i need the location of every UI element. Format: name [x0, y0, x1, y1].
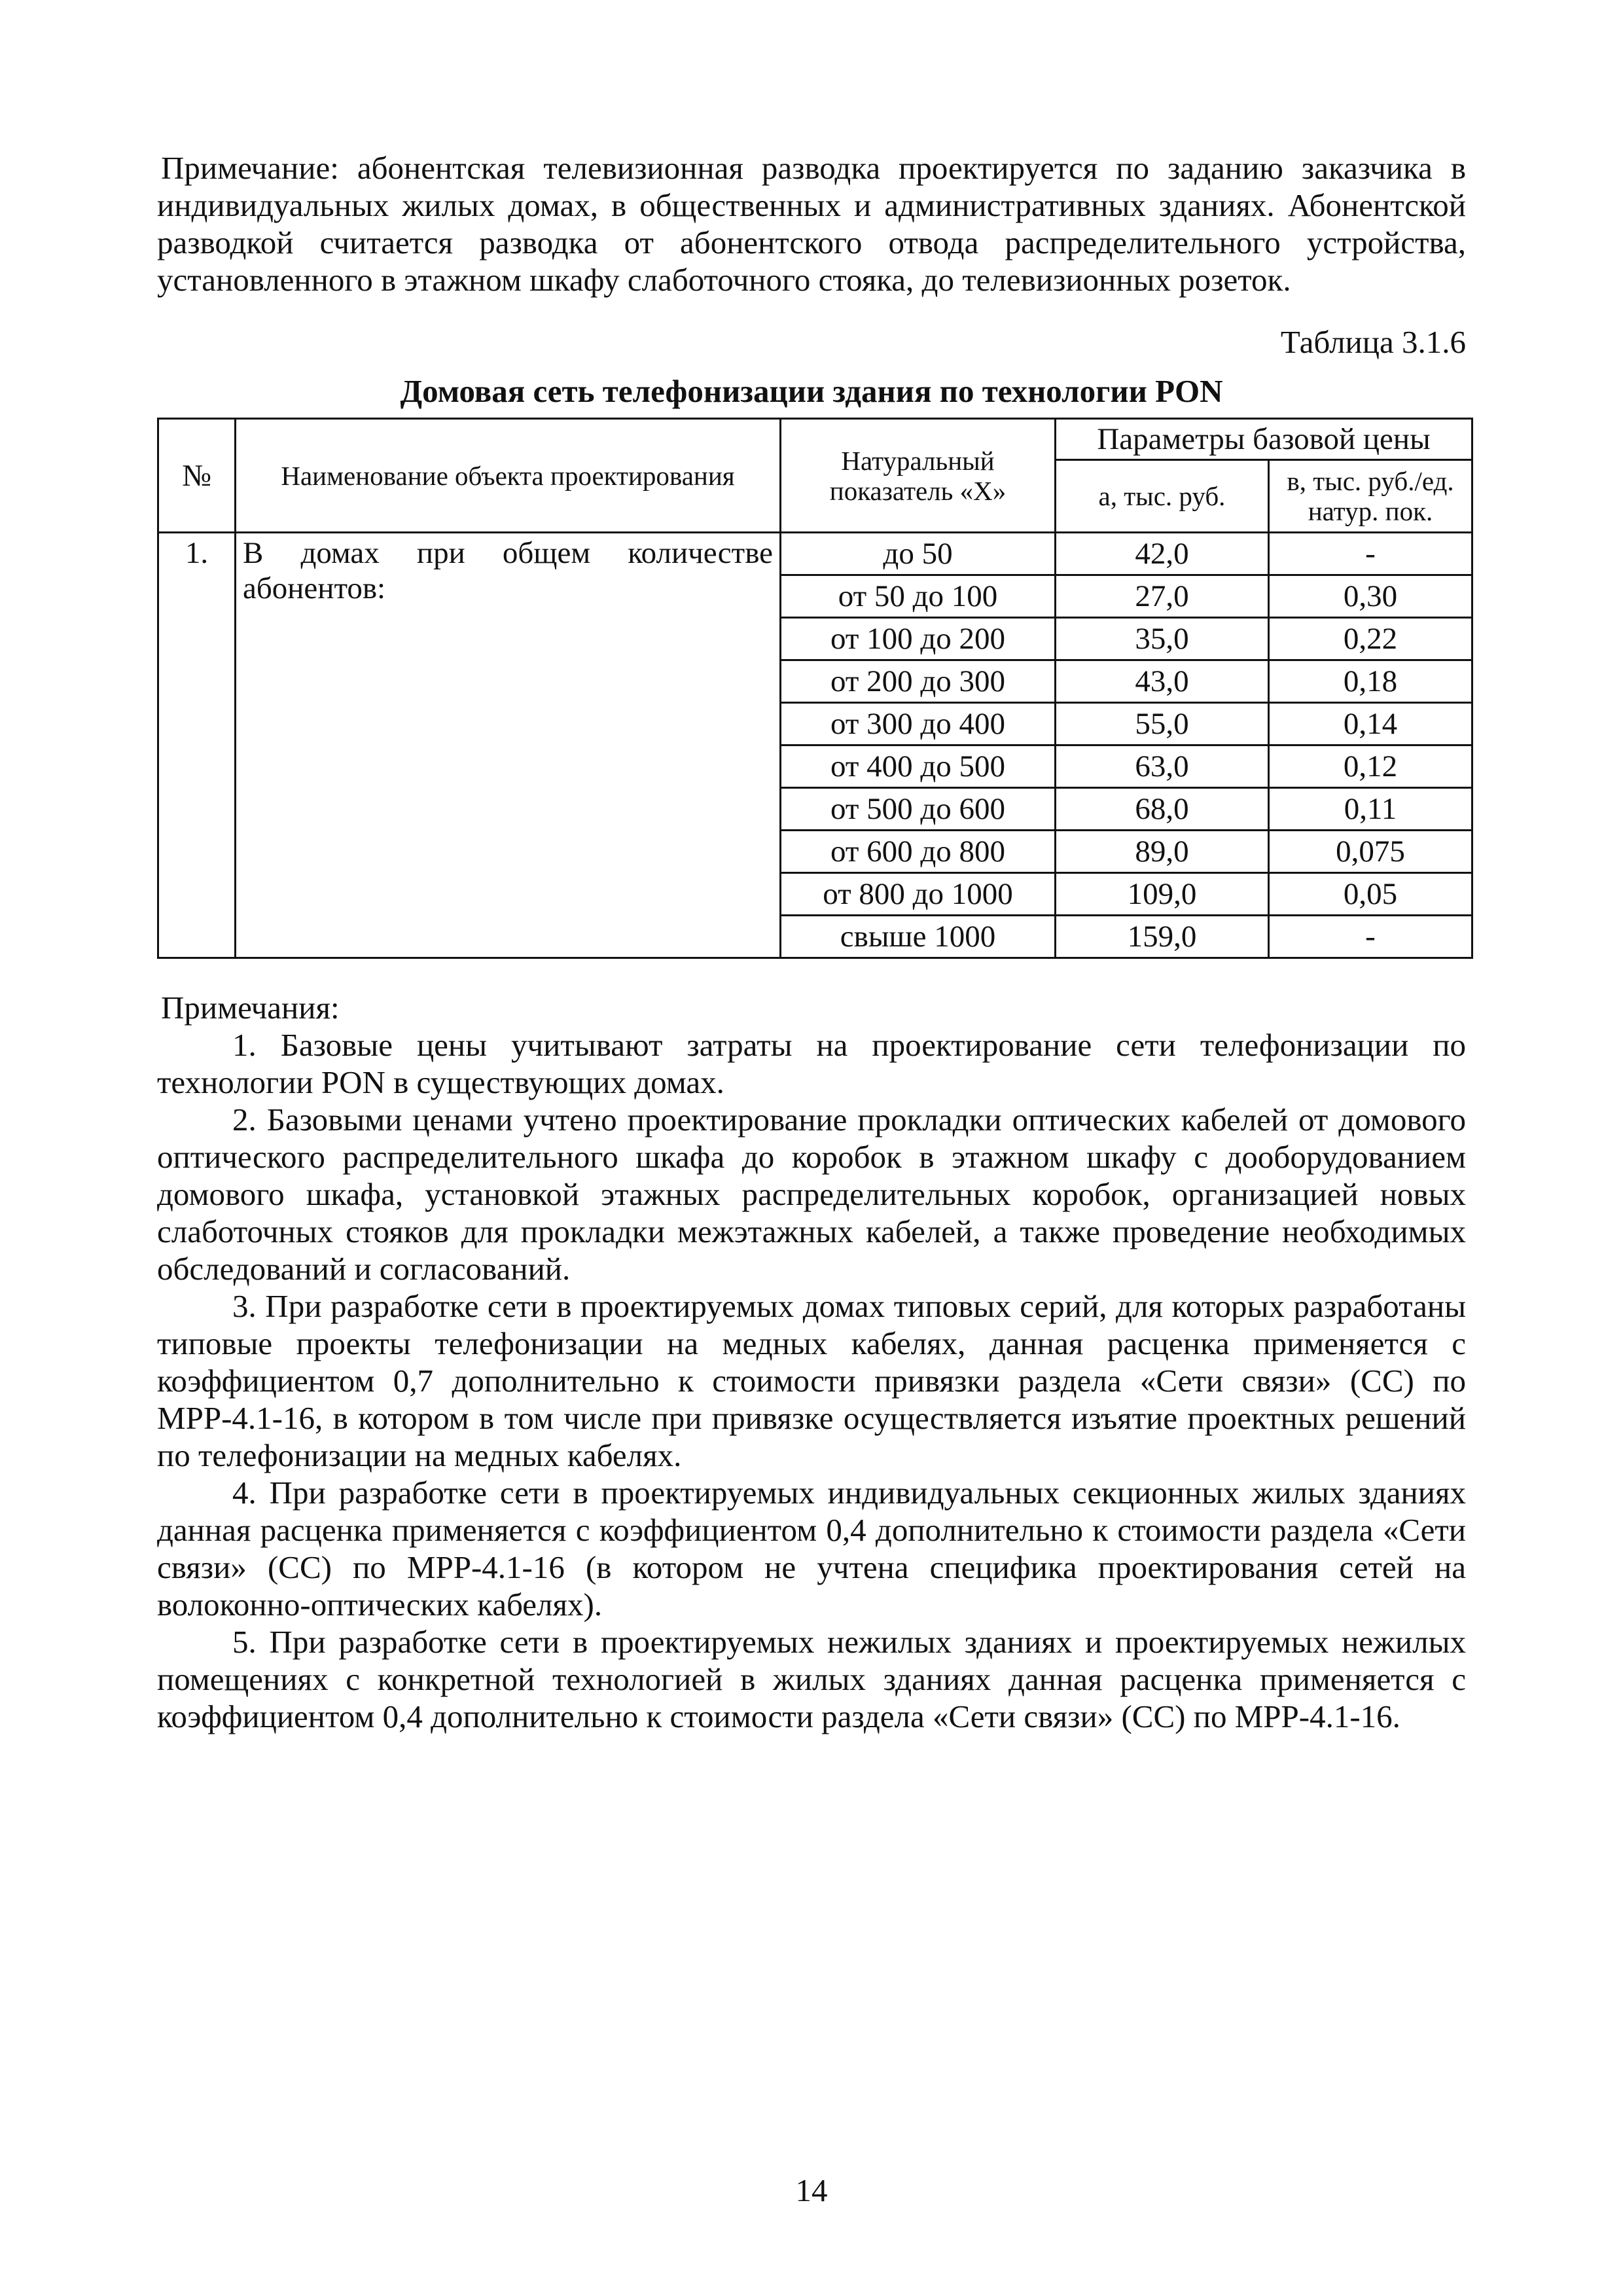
price-b-cell: 0,05	[1269, 873, 1472, 916]
price-a-cell: 63,0	[1056, 745, 1269, 788]
note-item: 4. При разработке сети в проектируемых индивидуальных секционных жилых зданиях данная расценка применяется с коэффициентом 0,4 дополнительно к стоимости раздела «Сети связи» (СС) по МРР-4.1-16 (в котором не учтена специфика проектирования сетей на волоконно-оптических кабелях).	[157, 1475, 1466, 1623]
table-body	[158, 533, 1472, 958]
indicator-cell: от 200 до 300	[781, 660, 1056, 703]
note-item: 1. Базовые цены учитывают затраты на проектирование сети телефонизации по технологии PON в существующих домах.	[157, 1027, 1466, 1100]
price-a-cell: 109,0	[1056, 873, 1269, 916]
price-table	[157, 418, 1473, 959]
price-a-cell: 43,0	[1056, 660, 1269, 703]
header-b: в, тыс. руб./ед. натур. пок.	[1269, 460, 1472, 533]
price-b-cell: 0,11	[1269, 788, 1472, 831]
indicator-cell: от 800 до 1000	[781, 873, 1056, 916]
price-b-cell: 0,075	[1269, 831, 1472, 873]
price-b-cell: 0,22	[1269, 618, 1472, 660]
price-a-cell: 42,0	[1056, 533, 1269, 575]
indicator-cell: от 50 до 100	[781, 575, 1056, 618]
price-a-cell: 27,0	[1056, 575, 1269, 618]
header-params: Параметры базовой цены	[1056, 419, 1472, 460]
table-row	[158, 533, 1472, 575]
indicator-cell: от 300 до 400	[781, 703, 1056, 745]
price-b-cell: 0,30	[1269, 575, 1472, 618]
price-a-cell: 35,0	[1056, 618, 1269, 660]
price-b-cell: 0,14	[1269, 703, 1472, 745]
price-a-cell: 159,0	[1056, 916, 1269, 958]
header-name: Наименование объекта проектирования	[236, 419, 781, 533]
row-number: 1.	[158, 533, 236, 958]
indicator-cell: от 400 до 500	[781, 745, 1056, 788]
intro-note: Примечание: абонентская телевизионная разводка проектируется по заданию заказчика в индивидуальных жилых домах, в общественных и административных зданиях. Абонентской разводкой считается разводка от абонентского отвода распределительного устройства, установленного в этажном шкафу слаботочного стояка, до телевизионных розеток.	[157, 150, 1466, 298]
note-item: 5. При разработке сети в проектируемых нежилых зданиях и проектируемых нежилых помещениях с конкретной технологией в жилых зданиях данная расценка применяется с коэффициентом 0,4 дополнительно к стоимости раздела «Сети связи» (СС) по МРР-4.1-16.	[157, 1624, 1466, 1734]
price-a-cell: 89,0	[1056, 831, 1269, 873]
note-item: 2. Базовыми ценами учтено проектирование прокладки оптических кабелей от домового оптического распределительного шкафа до коробок в этажном шкафу с дооборудованием домового шкафа, установкой этажных распределительных коробок, организацией новых слаботочных стояков для прокладки межэтажных кабелей, а также проведение необходимых обследований и согласований.	[157, 1102, 1466, 1287]
indicator-cell: свыше 1000	[781, 916, 1056, 958]
price-a-cell: 68,0	[1056, 788, 1269, 831]
indicator-cell: от 100 до 200	[781, 618, 1056, 660]
price-b-cell: 0,12	[1269, 745, 1472, 788]
price-b-cell: -	[1269, 916, 1472, 958]
header-a: а, тыс. руб.	[1056, 460, 1269, 533]
notes-section	[157, 989, 1466, 1735]
document-page	[157, 149, 1466, 1735]
price-b-cell: -	[1269, 533, 1472, 575]
header-number: №	[158, 419, 236, 533]
indicator-cell: от 600 до 800	[781, 831, 1056, 873]
notes-list	[157, 1026, 1466, 1735]
indicator-cell: до 50	[781, 533, 1056, 575]
note-item: 3. При разработке сети в проектируемых домах типовых серий, для которых разработаны типовые проекты телефонизации на медных кабелях, данная расценка применяется с коэффициентом 0,7 дополнительно к стоимости привязки раздела «Сети связи» (СС) по МРР-4.1-16, в котором в том числе при привязке осуществляется изъятие проектных решений по телефонизации на медных кабелях.	[157, 1288, 1466, 1473]
page-number: 14	[795, 2172, 828, 2208]
table-title: Домовая сеть телефонизации здания по технологии PON	[400, 373, 1223, 409]
price-a-cell: 55,0	[1056, 703, 1269, 745]
price-b-cell: 0,18	[1269, 660, 1472, 703]
header-indicator: Натуральный показатель «Х»	[781, 419, 1056, 533]
indicator-cell: от 500 до 600	[781, 788, 1056, 831]
table-label: Таблица 3.1.6	[1280, 324, 1466, 360]
notes-title: Примечания:	[161, 990, 340, 1026]
row-name: В домах при общем количестве абонентов:	[236, 533, 781, 958]
